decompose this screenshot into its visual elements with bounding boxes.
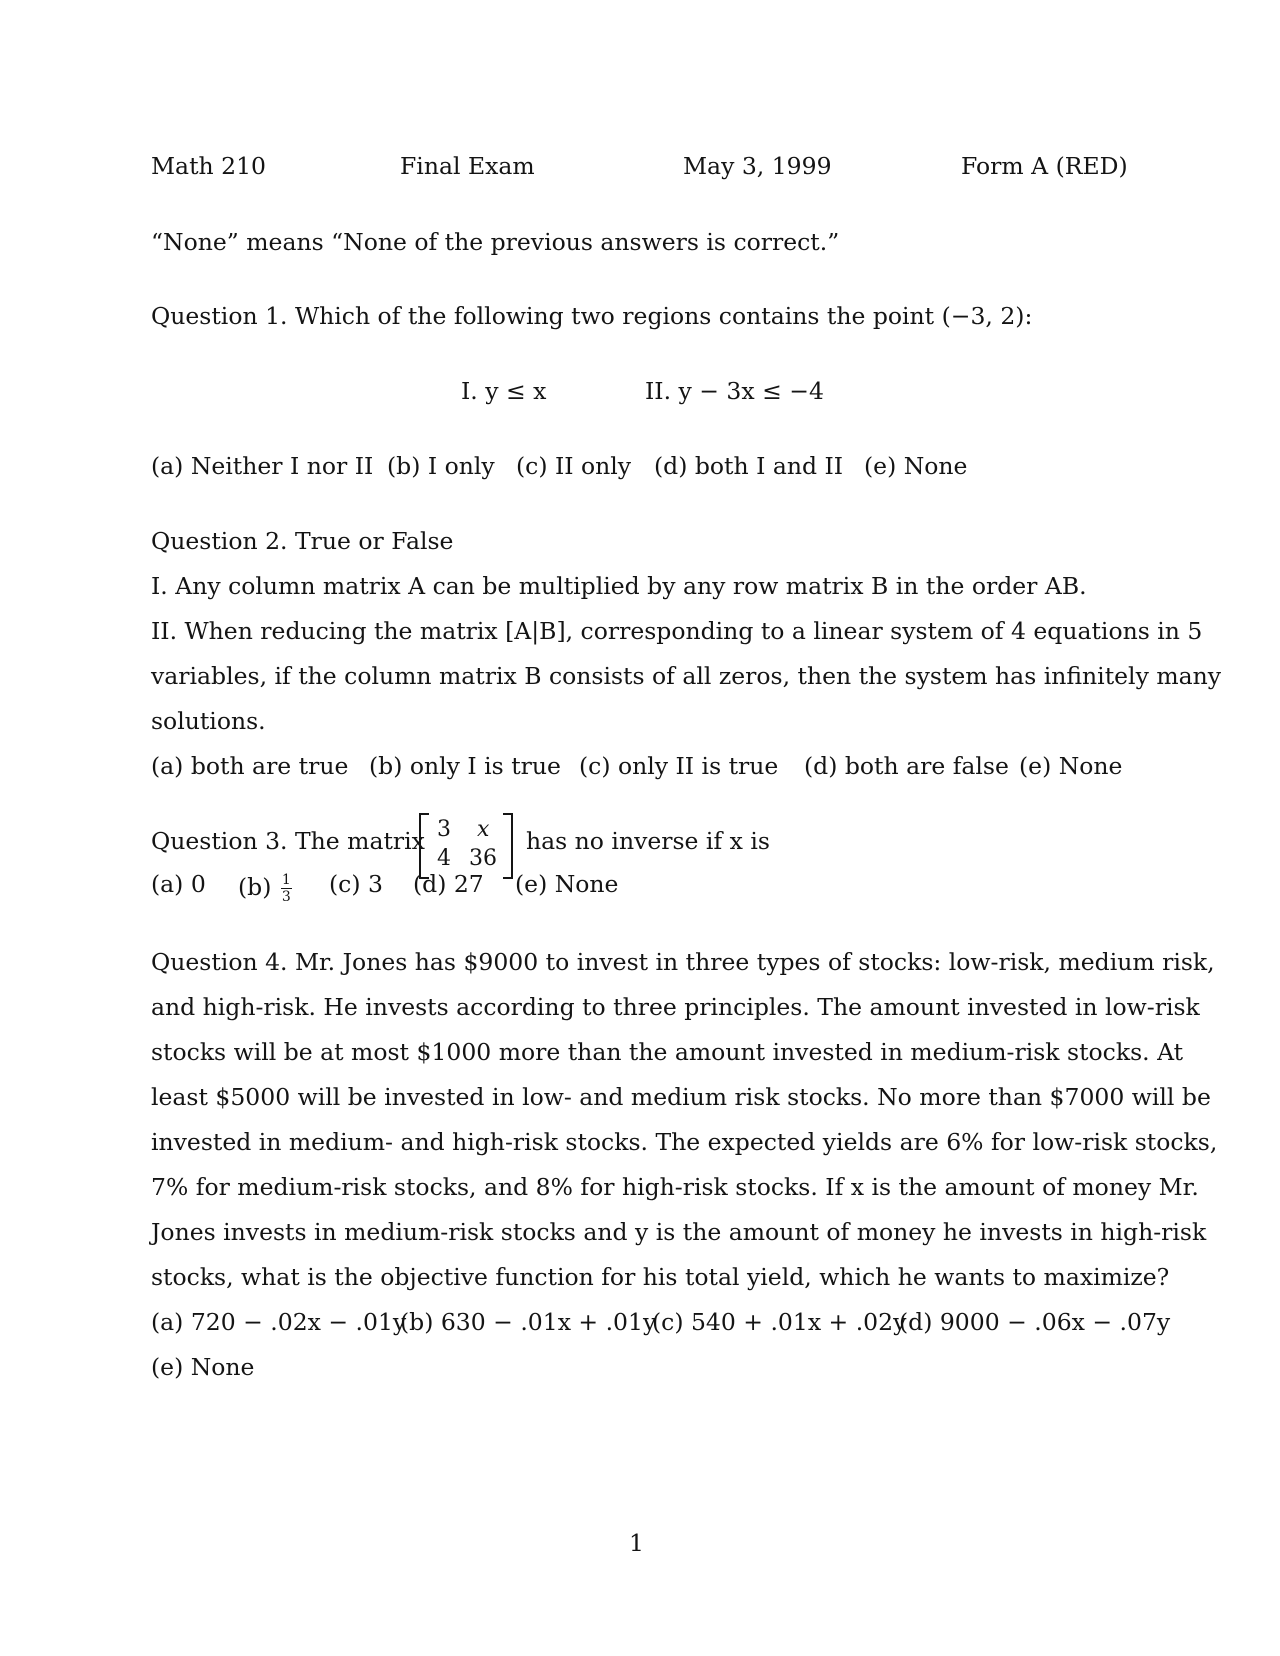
q3-choice-b	[238, 873, 294, 904]
q2-choice-e: (e) None	[1019, 752, 1123, 780]
header-exam: Final Exam	[400, 152, 535, 180]
q1-choice-c: (c) II only	[516, 452, 632, 480]
q2-statement-ii-line2: variables, if the column matrix B consists of all zeros, then the system has infinitely many	[151, 662, 1222, 690]
q1-prompt: Question 1. Which of the following two regions contains the point (−3, 2):	[151, 302, 1033, 330]
q4-line-1: Question 4. Mr. Jones has $9000 to invest in three types of stocks: low-risk, medium risk,	[151, 948, 1215, 976]
none-note: “None” means “None of the previous answers is correct.”	[151, 228, 840, 256]
q3-choice-a: (a) 0	[151, 870, 206, 898]
matrix-right-bracket	[503, 813, 513, 879]
q4-line-8: stocks, what is the objective function for his total yield, which he wants to maximize?	[151, 1263, 1170, 1291]
matrix-cell-a: 3	[437, 817, 451, 842]
q2-statement-ii-line1: II. When reducing the matrix [A|B], corresponding to a linear system of 4 equations in 5	[151, 617, 1203, 645]
q4-choice-b: (b) 630 − .01x + .01y	[400, 1308, 657, 1336]
matrix-cell-b: x	[477, 817, 490, 842]
q3-matrix	[419, 813, 513, 877]
q1-region-i: I. y ≤ x	[461, 377, 547, 405]
q3-choice-e: (e) None	[515, 870, 619, 898]
q4-line-2: and high-risk. He invests according to three principles. The amount invested in low-risk	[151, 993, 1200, 1021]
q1-choice-a: (a) Neither I nor II	[151, 452, 374, 480]
q4-line-4: least $5000 will be invested in low- and medium risk stocks. No more than $7000 will be	[151, 1083, 1211, 1111]
q4-line-5: invested in medium- and high-risk stocks. The expected yields are 6% for low-risk stocks,	[151, 1128, 1218, 1156]
q2-statement-ii-line3: solutions.	[151, 707, 266, 735]
q4-line-7: Jones invests in medium-risk stocks and y is the amount of money he invests in high-risk	[151, 1218, 1207, 1246]
matrix-cell-d: 36	[469, 846, 497, 871]
q4-choice-e: (e) None	[151, 1353, 255, 1381]
matrix-cell-c: 4	[437, 846, 451, 871]
page-number: 1	[629, 1529, 644, 1557]
q2-choice-d: (d) both are false	[804, 752, 1009, 780]
fraction-denominator: 3	[281, 889, 291, 905]
q3-choice-b-fraction	[281, 873, 292, 904]
header-course: Math 210	[151, 152, 266, 180]
q4-choice-c: (c) 540 + .01x + .02y	[652, 1308, 907, 1336]
header-date: May 3, 1999	[683, 152, 832, 180]
q1-region-ii: II. y − 3x ≤ −4	[645, 377, 824, 405]
fraction-numerator: 1	[281, 872, 291, 888]
q4-line-6: 7% for medium-risk stocks, and 8% for high-risk stocks. If x is the amount of money Mr.	[151, 1173, 1199, 1201]
q2-choice-a: (a) both are true	[151, 752, 349, 780]
q1-choice-d: (d) both I and II	[654, 452, 844, 480]
q3-suffix: has no inverse if x is	[526, 827, 770, 855]
q4-choice-a: (a) 720 − .02x − .01y	[151, 1308, 407, 1336]
q3-choice-d: (d) 27	[413, 870, 484, 898]
q4-choice-d: (d) 9000 − .06x − .07y	[899, 1308, 1171, 1336]
q3-choice-c: (c) 3	[329, 870, 383, 898]
q1-choice-e: (e) None	[864, 452, 968, 480]
q2-choice-c: (c) only II is true	[579, 752, 779, 780]
q2-statement-i: I. Any column matrix A can be multiplied by any row matrix B in the order AB.	[151, 572, 1087, 600]
q3-prefix: Question 3. The matrix	[151, 827, 425, 855]
q3-choice-b-label: (b)	[238, 873, 272, 901]
q2-choice-b: (b) only I is true	[369, 752, 561, 780]
q1-choice-b: (b) I only	[387, 452, 495, 480]
q2-title: Question 2. True or False	[151, 527, 454, 555]
q4-line-3: stocks will be at most $1000 more than the amount invested in medium-risk stocks. At	[151, 1038, 1184, 1066]
header-form: Form A (RED)	[961, 152, 1128, 180]
